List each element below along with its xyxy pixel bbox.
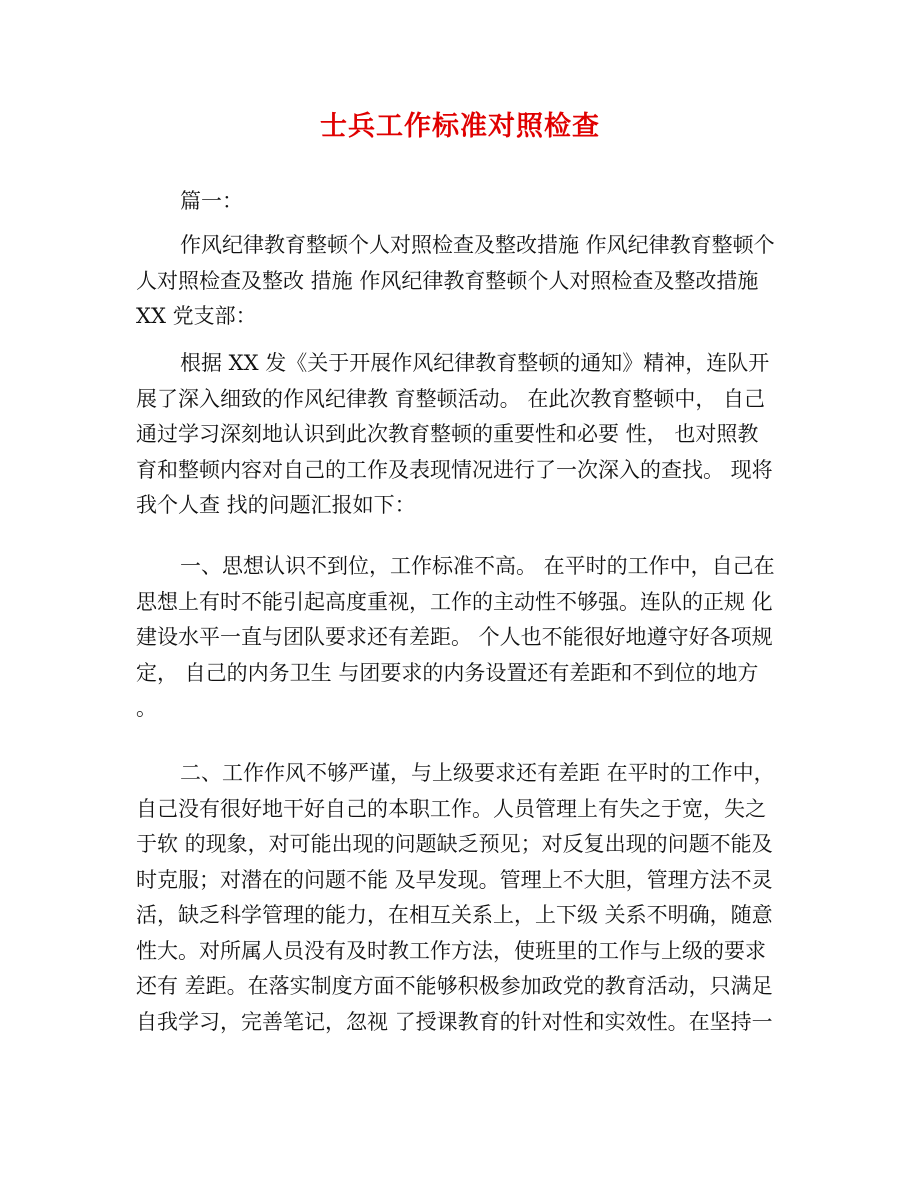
- text-line: 通过学习深刻地认识到此次教育整顿的重要性和必要 性， 也对照教: [136, 422, 759, 446]
- text-line: 定， 自己的内务卫生 与团要求的内务设置还有差距和不到位的地方: [136, 660, 759, 685]
- text-line: 根据 XX 发《关于开展作风纪律教育整顿的通知》精神，连队开: [180, 351, 770, 375]
- paragraph-issue-two: [136, 756, 786, 1040]
- text-line: 人对照检查及整改 措施 作风纪律教育整顿个人对照检查及整改措施: [136, 268, 759, 293]
- paragraph-section-label: [136, 184, 786, 220]
- text-line: 自己没有很好地干好自己的本职工作。人员管理上有失之于宽，失之: [136, 796, 766, 821]
- text-line: 思想上有时不能引起高度重视，工作的主动性不够强。连队的正规 化: [136, 589, 773, 614]
- text-line: 自我学习，完善笔记，忽视 了授课教育的针对性和实效性。在坚持一: [136, 1009, 773, 1034]
- text-line: 时克服；对潜在的问题不能 及早发现。管理上不大胆，管理方法不灵: [136, 867, 773, 892]
- text-line: 二、工作作风不够严谨，与上级要求还有差距 在平时的工作中，: [180, 761, 775, 785]
- text-line: 我个人查 找的问题汇报如下：: [136, 493, 416, 517]
- paragraph-issue-one: [136, 549, 786, 727]
- text-line: 性大。对所属人员没有及时教工作方法，使班里的工作与上级的要求: [136, 938, 766, 963]
- paragraph-background: [136, 346, 786, 524]
- text-line: XX 党支部：: [136, 304, 257, 328]
- text-line: 建设水平一直与团队要求还有差距。 个人也不能很好地遵守好各项规: [136, 625, 773, 649]
- text-line: 于软 的现象，对可能出现的问题缺乏预见；对反复出现的问题不能及: [136, 832, 773, 856]
- paragraph-intro: [136, 228, 786, 335]
- text-line: 作风纪律教育整顿个人对照检查及整改措施 作风纪律教育整顿个: [180, 233, 775, 257]
- text-line: 一、思想认识不到位，工作标准不高。 在平时的工作中，自己在: [180, 554, 775, 578]
- text-line: 。: [136, 696, 157, 720]
- text-line: 展了深入细致的作风纪律教 育整顿活动。 在此次教育整顿中， 自己: [136, 386, 766, 411]
- text-line: 活，缺乏科学管理的能力，在相互关系上，上下级 关系不明确，随意: [136, 903, 773, 927]
- document-title: 士兵工作标准对照检查: [320, 111, 600, 142]
- text-line: 篇一：: [180, 189, 243, 213]
- text-line: 还有 差距。在落实制度方面不能够积极参加政党的教育活动，只满足: [136, 974, 773, 998]
- text-line: 育和整顿内容对自己的工作及表现情况进行了一次深入的查找。 现将: [136, 457, 773, 482]
